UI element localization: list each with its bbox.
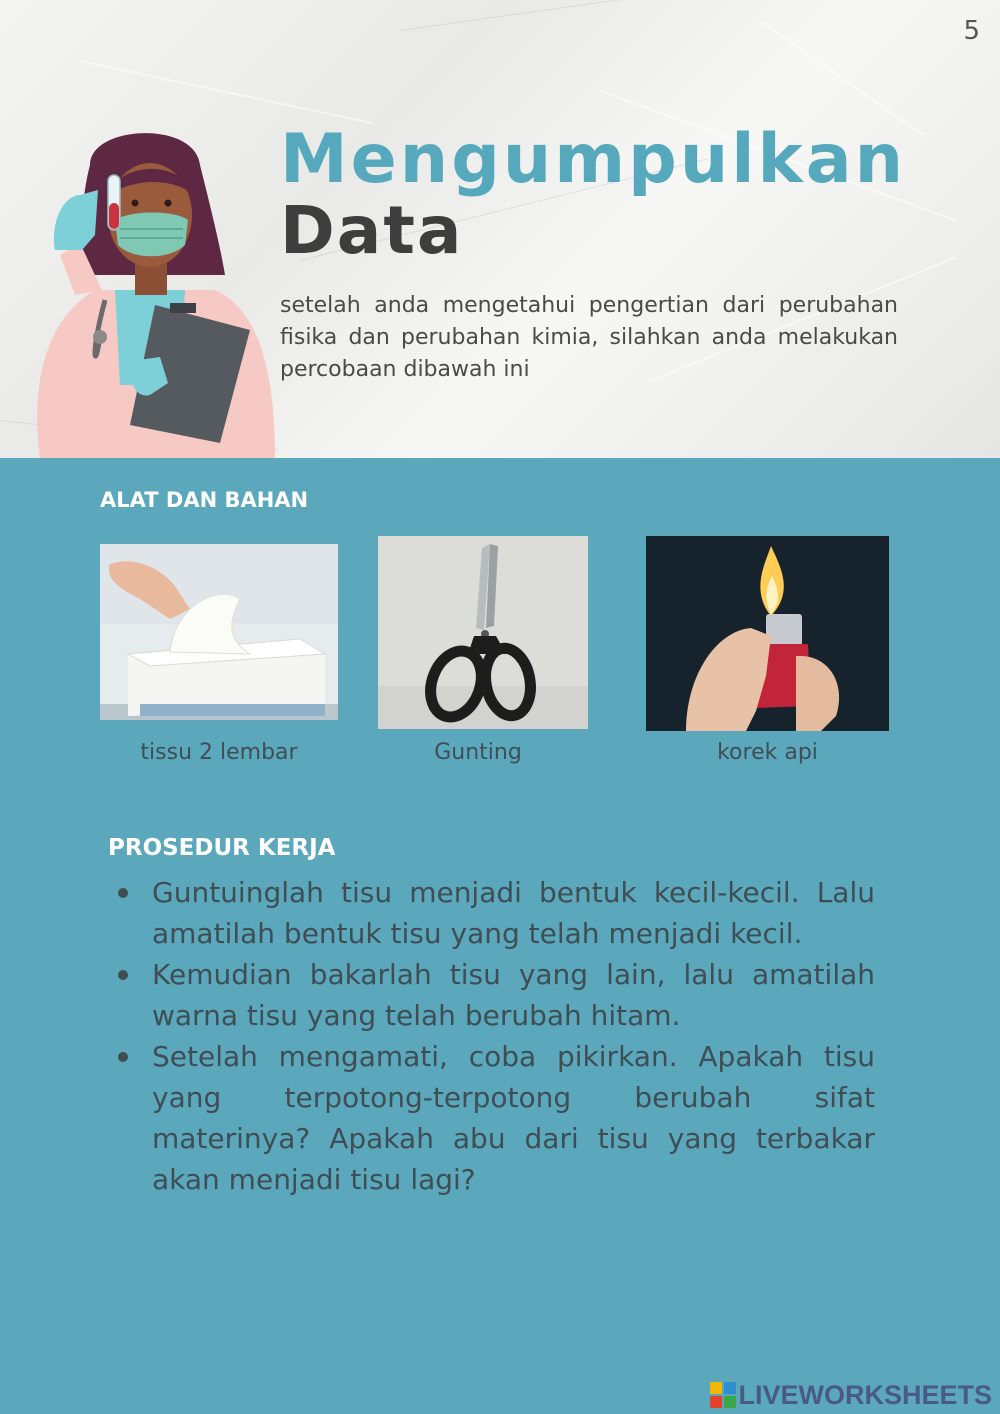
page-title-line1: Mengumpulkan bbox=[280, 120, 907, 199]
tissue-caption: tissu 2 lembar bbox=[140, 740, 298, 765]
tissue-image bbox=[100, 544, 338, 720]
page-number: 5 bbox=[963, 16, 980, 46]
page-title-line2: Data bbox=[280, 192, 464, 269]
scissors-image bbox=[378, 536, 588, 729]
liveworksheets-logo-icon bbox=[710, 1382, 736, 1408]
doctor-illustration bbox=[20, 125, 290, 458]
lighter-image bbox=[646, 536, 889, 731]
intro-paragraph: setelah anda mengetahui pengertian dari perubahan fisika dan perubahan kimia, silahkan anda melakukan percobaan dibawah ini bbox=[280, 293, 898, 382]
brand-text: LIVEWORKSHEETS bbox=[738, 1379, 992, 1410]
procedure-step: Guntuinglah tisu menjadi bentuk kecil-kecil. Lalu amatilah bentuk tisu yang telah menjadi kecil. bbox=[110, 872, 875, 954]
scissors-caption: Gunting bbox=[434, 740, 522, 765]
procedure-step: Kemudian bakarlah tisu yang lain, lalu amatilah warna tisu yang telah berubah hitam. bbox=[110, 954, 875, 1036]
materials-heading: ALAT DAN BAHAN bbox=[100, 488, 309, 512]
liveworksheets-brand bbox=[710, 1380, 992, 1410]
procedure-list bbox=[110, 872, 875, 1200]
lighter-caption: korek api bbox=[717, 740, 818, 765]
procedure-step: Setelah mengamati, coba pikirkan. Apakah tisu yang terpotong-terpotong berubah sifat materinya? Apakah abu dari tisu yang terbakar akan menjadi tisu lagi? bbox=[110, 1036, 875, 1200]
procedure-heading: PROSEDUR KERJA bbox=[108, 835, 336, 861]
